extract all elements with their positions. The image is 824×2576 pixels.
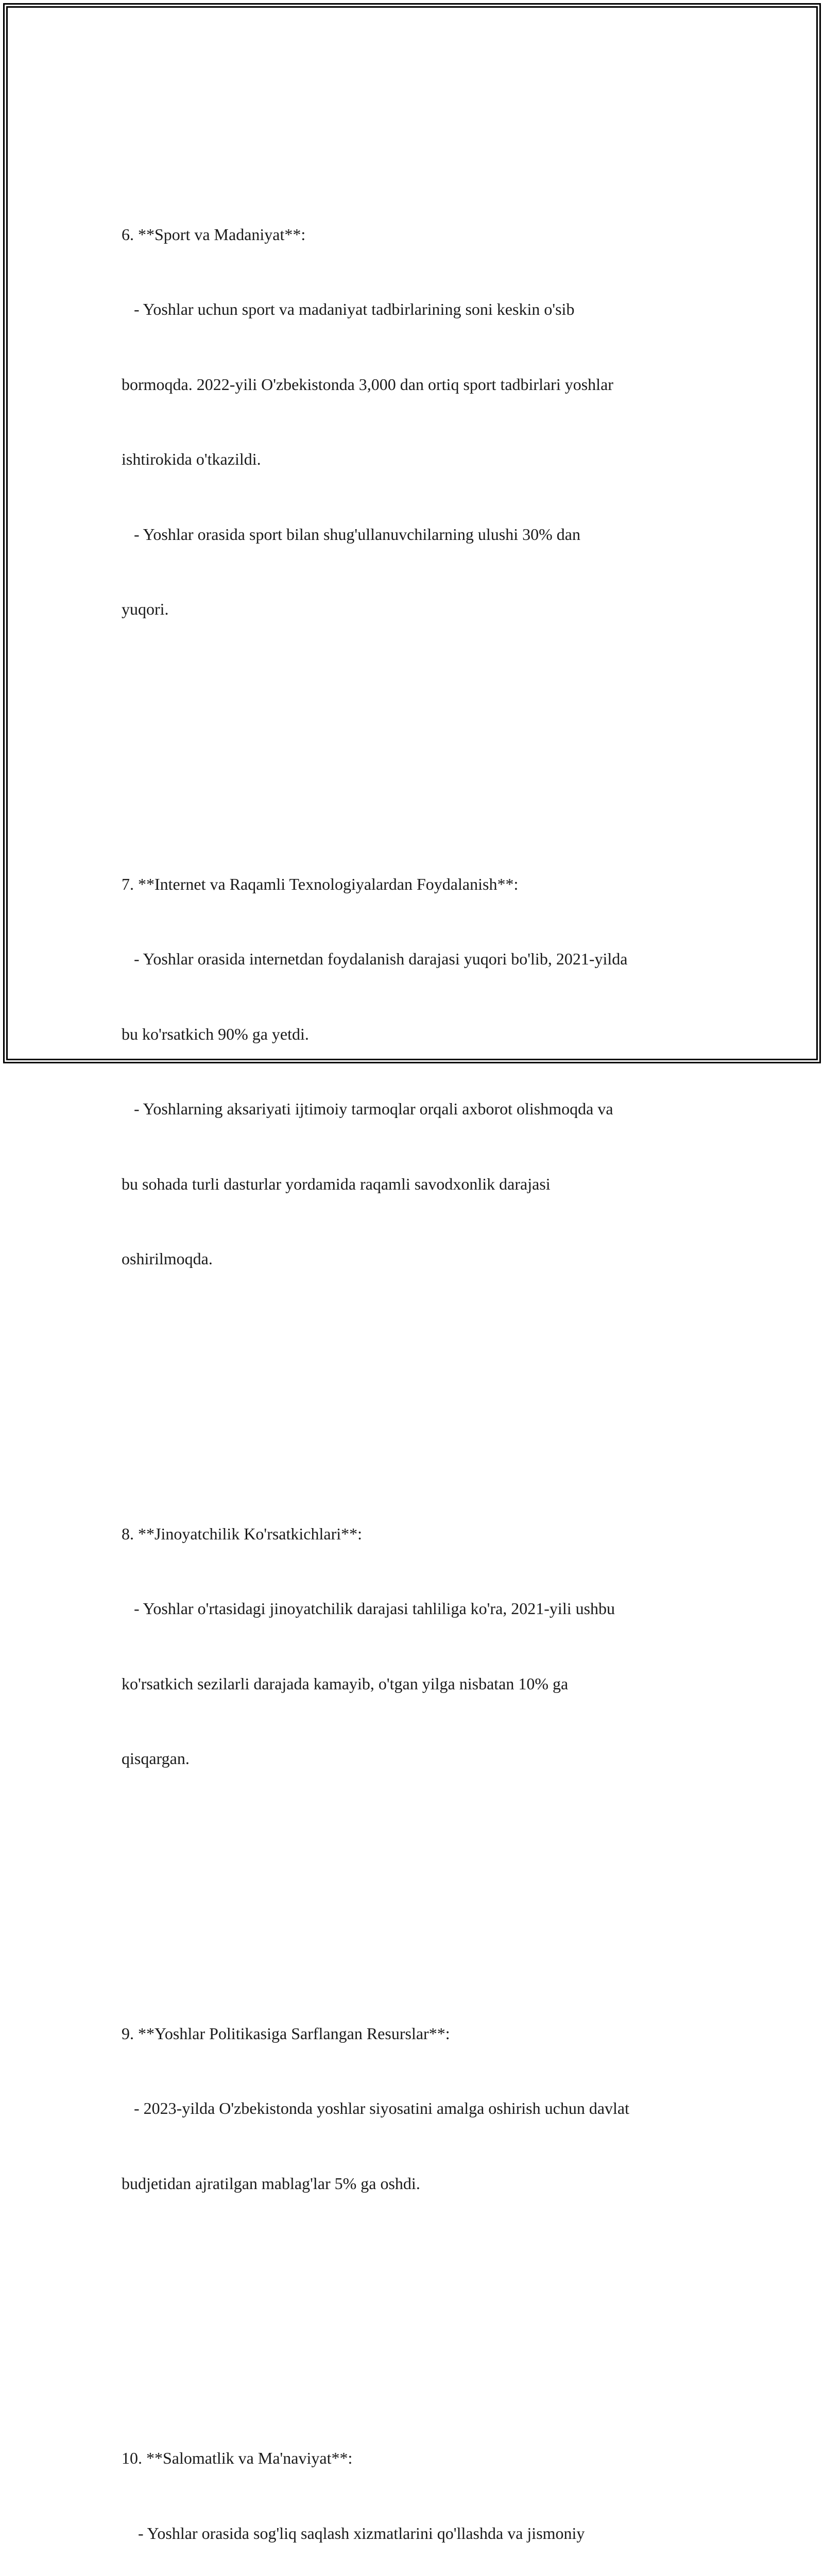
paragraph-gap xyxy=(122,722,719,747)
text-line: bu sohada turli dasturlar yordamida raqamli savodxonlik darajasi xyxy=(122,1174,551,1193)
text-line: - Yoshlar o'rtasidagi jinoyatchilik darajasi tahliliga ko'ra, 2021-yili ushbu xyxy=(122,1599,615,1618)
text-line: qisqargan. xyxy=(122,1749,190,1768)
text-line: yuqori. xyxy=(122,600,169,618)
section-heading: 8. **Jinoyatchilik Ko'rsatkichlari**: xyxy=(122,1524,363,1543)
section-internet-technology xyxy=(122,822,719,1321)
section-youth-policy-resources xyxy=(122,1971,719,2246)
text-line: budjetidan ajratilgan mablag'lar 5% ga oshdi. xyxy=(122,2174,420,2193)
paragraph-gap xyxy=(122,2296,719,2321)
section-heading: 10. **Salomatlik va Ma'naviyat**: xyxy=(122,2449,353,2467)
text-line: - Yoshlarning aksariyati ijtimoiy tarmoqlar orqali axborot olishmoqda va xyxy=(122,1099,613,1118)
text-line: ishtirokida o'tkazildi. xyxy=(122,450,261,468)
section-heading: 9. **Yoshlar Politikasiga Sarflangan Resurslar**: xyxy=(122,2024,450,2043)
text-line: - Yoshlar orasida sog'liq saqlash xizmatlarini qo'llashda va jismoniy xyxy=(122,2523,585,2543)
section-heading: 7. **Internet va Raqamli Texnologiyalardan Foydalanish**: xyxy=(122,874,519,893)
text-line: ko'rsatkich sezilarli darajada kamayib, o'tgan yilga nisbatan 10% ga xyxy=(122,1674,569,1693)
section-health-spirituality xyxy=(122,2396,719,2576)
section-sport-culture xyxy=(122,172,719,672)
paragraph-gap xyxy=(122,1371,719,1397)
text-line: - Yoshlar orasida sport bilan shug'ullanuvchilarning ulushi 30% dan xyxy=(122,524,580,544)
paragraph-gap xyxy=(122,1871,719,1896)
text-line: bu ko'rsatkich 90% ga yetdi. xyxy=(122,1024,309,1043)
section-crime-indicators xyxy=(122,1471,719,1821)
text-line: bormoqda. 2022-yili O'zbekistonda 3,000 dan ortiq sport tadbirlari yoshlar xyxy=(122,375,613,394)
text-line: oshirilmoqda. xyxy=(122,1249,213,1268)
section-heading: 6. **Sport va Madaniyat**: xyxy=(122,225,306,244)
text-line: - Yoshlar orasida internetdan foydalanish darajasi yuqori bo'lib, 2021-yilda xyxy=(122,950,628,968)
document-body xyxy=(122,97,719,2576)
text-line: - 2023-yilda O'zbekistonda yoshlar siyosatini amalga oshirish uchun davlat xyxy=(122,2099,630,2117)
text-line: - Yoshlar uchun sport va madaniyat tadbirlarining soni keskin o'sib xyxy=(122,300,575,318)
